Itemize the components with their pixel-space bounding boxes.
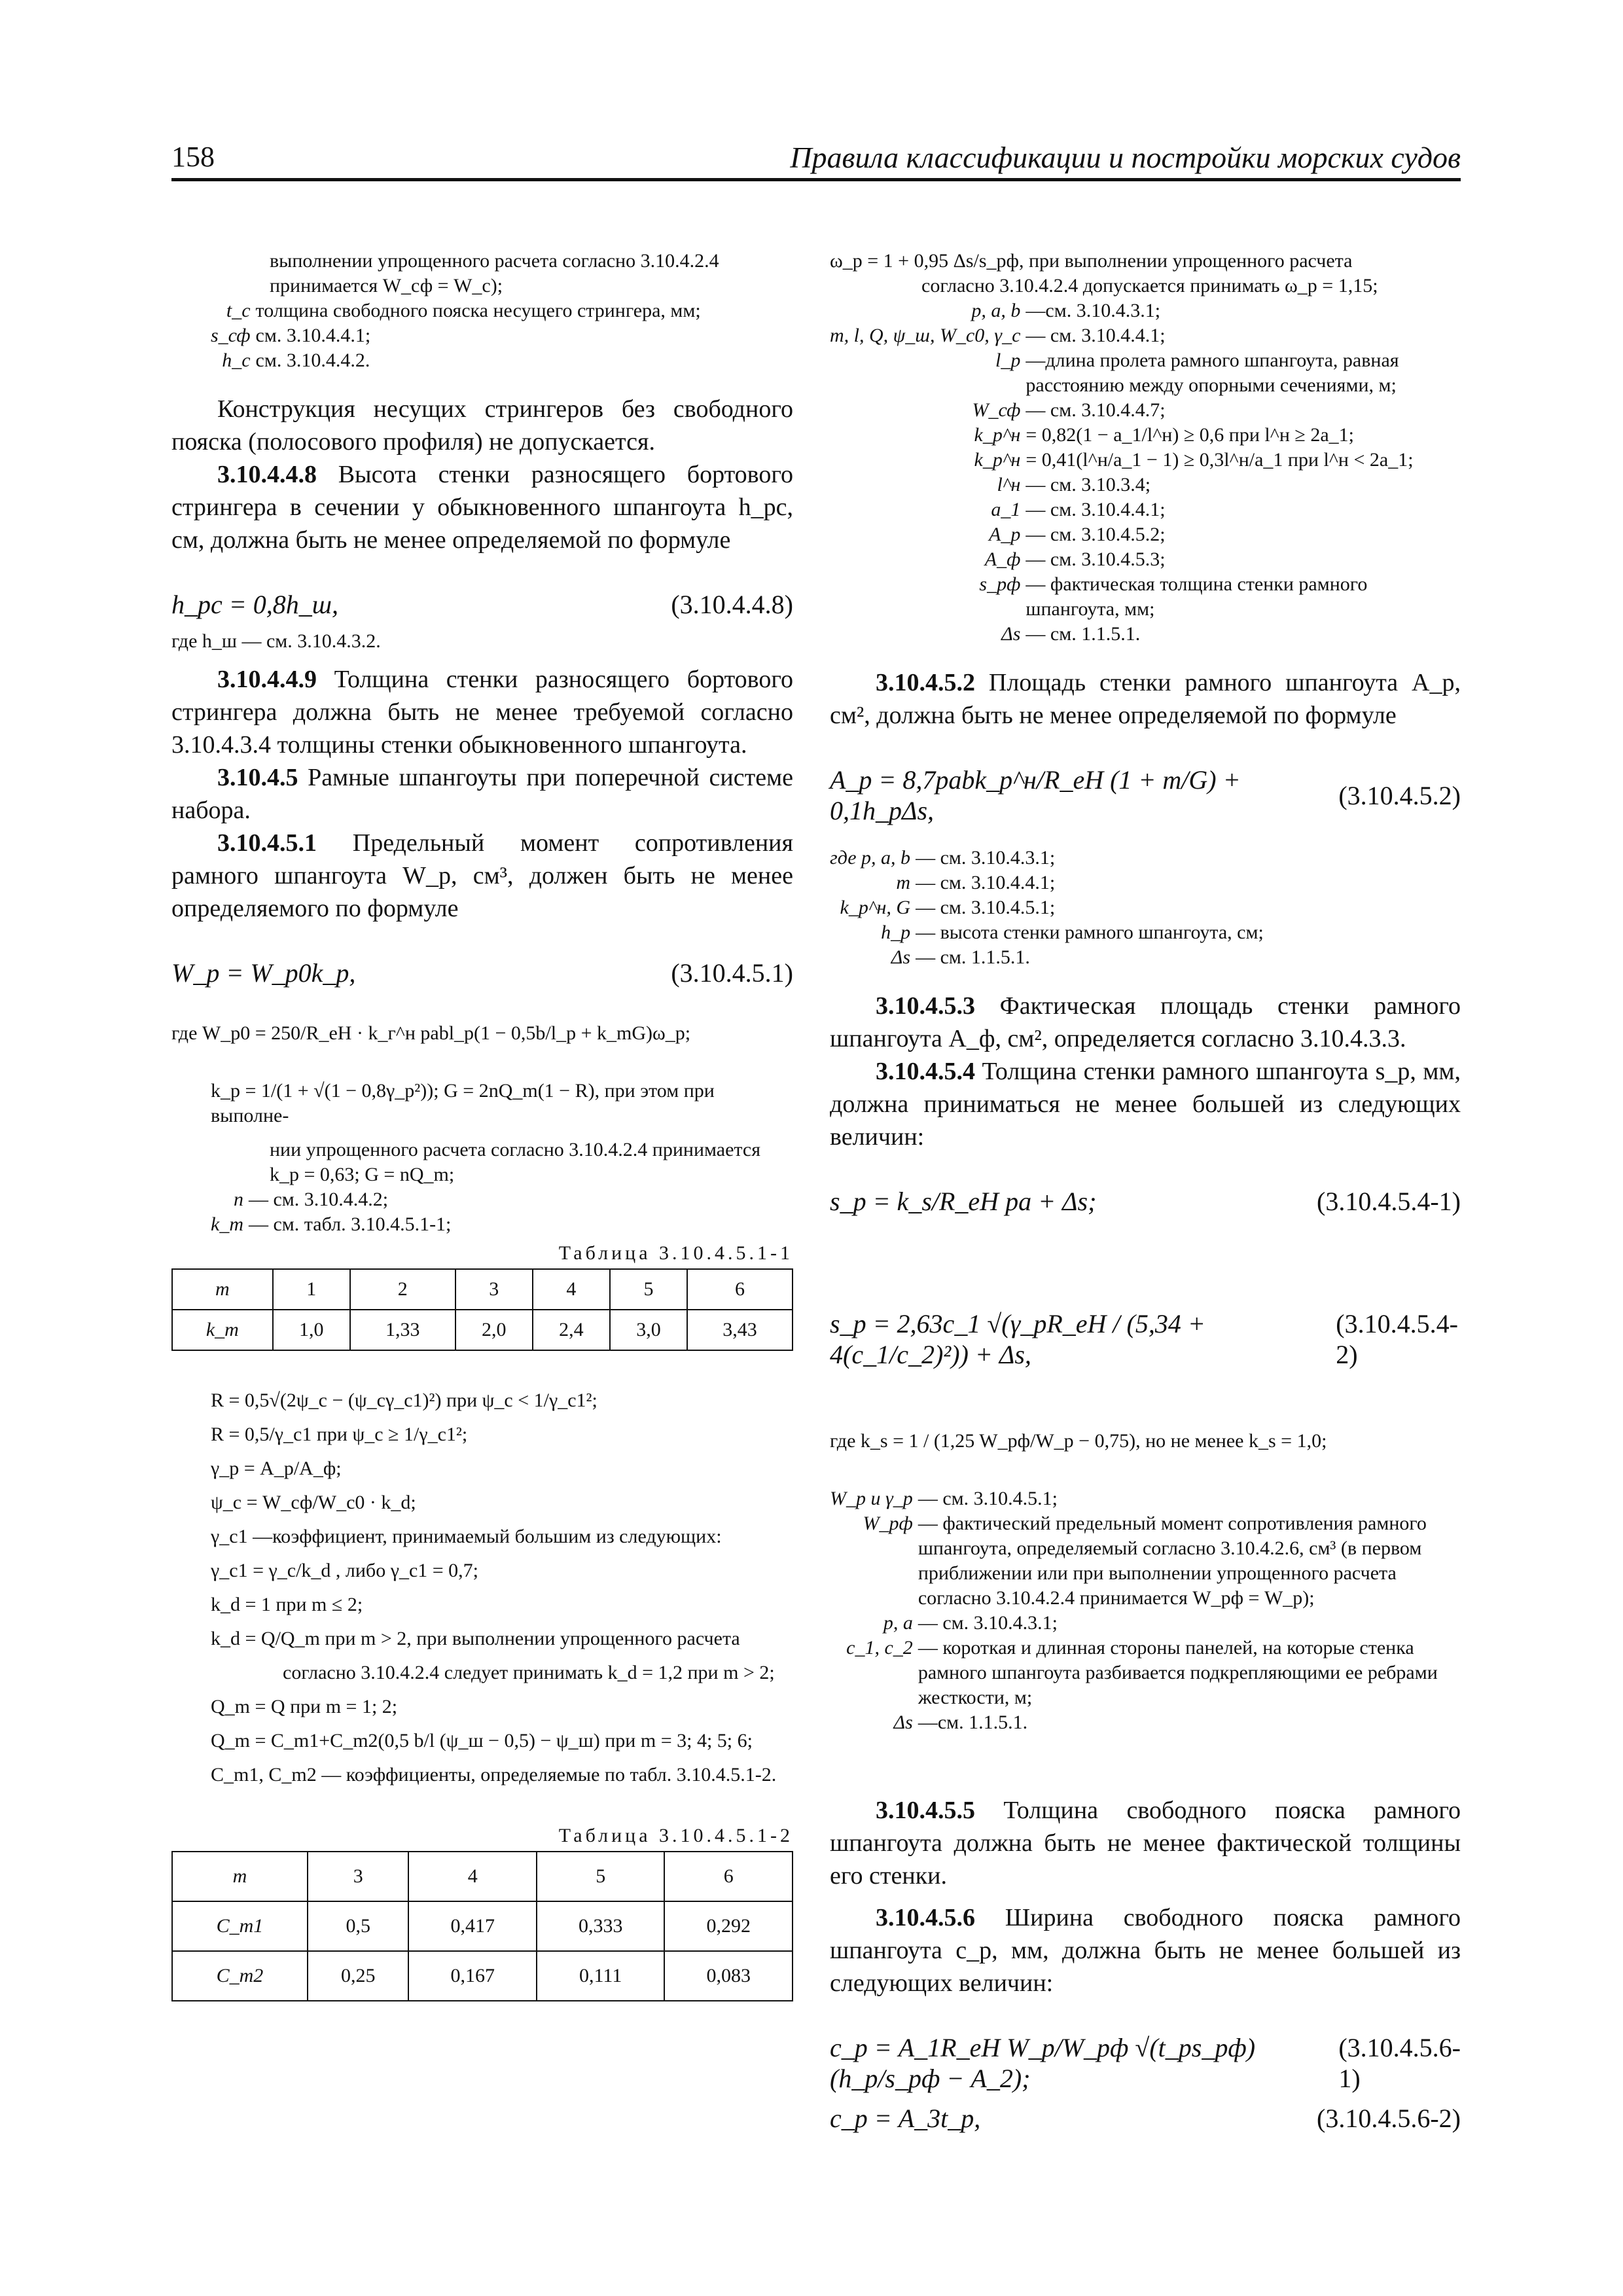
where-hsh: где h_ш — см. 3.10.4.3.2. — [171, 630, 381, 652]
legend-key: h_с — [222, 350, 251, 371]
clause-text: Предельный момент сопротивления рамного шпангоута W_р, см³, должен быть не менее определяемого по формуле — [171, 829, 793, 922]
formula-body: c_р = A_3t_р, — [830, 2104, 981, 2133]
clause-text: Ширина свободного пояска рамного шпангоута c_р, мм, должна быть не менее большей из следующих величин: — [830, 1904, 1461, 1997]
formula-body: c_р = A_1R_eH W_р/W_рф √(t_рs_рф) (h_р/s_рф − A_2); — [830, 2033, 1256, 2093]
legend-key: n — [233, 1189, 243, 1210]
formula-3-10-4-5-4-1 — [830, 1186, 1461, 1217]
clause-number: 3.10.4.5.3 — [876, 992, 975, 1020]
paragraph-3-10-4-4-9 — [171, 663, 793, 761]
clause-number: 3.10.4.5.5 — [876, 1797, 975, 1824]
legend-key: s_сф — [211, 325, 251, 346]
table-cell: 6 — [664, 1852, 793, 1901]
legend-value: — см. 3.10.4.3.1; — [916, 847, 1056, 869]
formula-body: h_рс = 0,8h_ш, — [171, 590, 338, 619]
table-cell: k_m — [172, 1310, 273, 1350]
legend-key: A_р — [989, 524, 1021, 545]
table-cell: m — [172, 1269, 273, 1310]
table-cell: 0,292 — [664, 1901, 793, 1951]
formula-line: R = 0,5√(2ψ_с − (ψ_сγ_с1)²) при ψ_с < 1/γ_с1²; — [211, 1390, 597, 1411]
where-wp0: где W_р0 = 250/R_eH · k_г^н pabl_р(1 − 0,5b/l_р + k_mG)ω_р; — [171, 1022, 691, 1044]
table-cell: 6 — [687, 1269, 793, 1310]
intro-lines — [171, 249, 793, 298]
formula-body: W_р = W_р0k_р, — [171, 958, 356, 988]
paragraph-3-10-4-5-4 — [830, 1055, 1461, 1153]
legend-value: см. 3.10.4.4.1; — [255, 325, 371, 346]
legend-value: = 0,82(1 − a_1/l^н) ≥ 0,6 при l^н ≥ 2a_1; — [1026, 424, 1354, 446]
table-cell: 0,25 — [308, 1951, 408, 2001]
formula-line: C_m1, C_m2 — коэффициенты, определяемые по табл. 3.10.4.5.1-2. — [211, 1764, 777, 1785]
table-cell: C_m1 — [172, 1901, 308, 1951]
formula-body: s_р = k_s/R_eH pa + Δs; — [830, 1187, 1097, 1216]
legend-key: m — [896, 872, 911, 893]
table-cell: 1 — [273, 1269, 350, 1310]
legend-value: — фактический предельный момент сопротивления рамного шпангоута, определяемый согласно 3.10.4.2.6, см³ (в первом приближении или при выполнении упрощенного расчета согласно 3.10.4.2.4 принимается W_рф = W_р); — [918, 1513, 1427, 1609]
legend-key: W_сф — [972, 399, 1021, 421]
legend-key: a_1 — [991, 499, 1021, 520]
legend-key: h_р — [881, 922, 911, 943]
left-column — [171, 249, 793, 2001]
formula-body: A_р = 8,7pabk_р^н/R_eH (1 + m/G) + 0,1h_рΔs, — [830, 765, 1241, 825]
formula-number: (3.10.4.5.6-1) — [1338, 2033, 1461, 2093]
legend-value: — см. 3.10.4.4.1; — [1026, 325, 1166, 346]
clause-number: 3.10.4.4.9 — [217, 666, 317, 693]
formula-line: γ_с1 = γ_с/k_d , либо γ_с1 = 0,7; — [211, 1560, 479, 1581]
legend-key: k_р^н, G — [840, 897, 911, 918]
legend-key: k_р^н — [974, 424, 1021, 446]
clause-text: Толщина свободного пояска рамного шпангоута должна быть не менее фактической толщины его стенки. — [830, 1797, 1461, 1890]
legend-key: l_р — [995, 350, 1021, 371]
legend-key: Δs — [1001, 623, 1021, 645]
table-cell: 1,0 — [273, 1310, 350, 1350]
paragraph-3-10-4-5-1 — [171, 827, 793, 925]
table-cell: 4 — [408, 1852, 537, 1901]
formula-line: γ_р = A_р/A_ф; — [211, 1458, 342, 1479]
legend-area — [830, 846, 1461, 970]
formula-3-10-4-5-6-1 — [830, 2032, 1461, 2094]
legend-value: —см. 1.1.5.1. — [918, 1712, 1028, 1733]
legend-key: t_с — [226, 300, 251, 321]
intro-line: выполнении упрощенного расчета согласно 3.10.4.2.4 — [270, 250, 719, 272]
formula-line: γ_с1 —коэффициент, принимаемый большим из следующих: — [211, 1526, 722, 1547]
table-cell: 2 — [350, 1269, 455, 1310]
formula-number: (3.10.4.5.1) — [671, 958, 793, 988]
formula-line: согласно 3.10.4.2.4 следует принимать k_d = 1,2 при m > 2; — [283, 1662, 775, 1683]
table-caption: Таблица 3.10.4.5.1-2 — [558, 1825, 793, 1846]
paragraph-3-10-4-5-2 — [830, 666, 1461, 732]
table-cell: 4 — [533, 1269, 610, 1310]
table-cell: 0,083 — [664, 1951, 793, 2001]
legend-key: Δs — [891, 946, 911, 968]
paragraph-3-10-4-5-5 — [830, 1794, 1461, 1892]
formula-line: k_d = 1 при m ≤ 2; — [211, 1594, 363, 1615]
legend-value: — см. 3.10.4.4.2; — [248, 1189, 389, 1210]
formula-line: k_d = Q/Q_m при m > 2, при выполнении упрощенного расчета — [211, 1628, 740, 1649]
legend-stringer — [171, 298, 793, 373]
clause-number: 3.10.4.5.1 — [217, 829, 317, 857]
table-row — [172, 1951, 793, 2001]
kp-definition: k_р = 1/(1 + √(1 − 0,8γ_р²)); G = 2nQ_m(1 − R), при этом при выполне- — [211, 1080, 715, 1126]
formula-line: Q_m = C_m1+C_m2(0,5 b/l (ψ_ш − 0,5) − ψ_ш) при m = 3; 4; 5; 6; — [211, 1730, 753, 1751]
legend-value: — фактическая толщина стенки рамного шпангоута, мм; — [1026, 573, 1368, 620]
legend-value: — см. 3.10.3.4; — [1026, 474, 1151, 495]
clause-text: Площадь стенки рамного шпангоута A_р, см², должна быть не менее определяемой по формуле — [830, 669, 1461, 729]
omega-definition: ω_р = 1 + 0,95 Δs/s_рф, при выполнении упрощенного расчета — [830, 250, 1353, 272]
intro-line: принимается W_сф = W_с); — [270, 275, 503, 296]
legend-key: c_1, c_2 — [846, 1637, 913, 1659]
legend-value: — высота стенки рамного шпангоута, см; — [916, 922, 1264, 943]
table-cell: m — [172, 1852, 308, 1901]
legend-value: — см. 1.1.5.1. — [1026, 623, 1141, 645]
paragraph-3-10-4-4-8 — [171, 458, 793, 556]
legend-key: k_р^н — [974, 449, 1021, 471]
legend-value: — см. 1.1.5.1. — [916, 946, 1030, 968]
formula-number: (3.10.4.5.6-2) — [1317, 2104, 1461, 2133]
formula-3-10-4-5-6-2 — [830, 2103, 1461, 2134]
legend-key: s_рф — [979, 573, 1021, 595]
clause-text: Толщина стенки разносящего бортового стрингера должна быть не менее требуемой согласно 3.10.4.3.4 толщины стенки обыкновенного шпангоута. — [171, 666, 793, 759]
table-km — [171, 1268, 793, 1351]
legend-key: где p, a, b — [830, 847, 911, 869]
paragraph-3-10-4-5-3 — [830, 990, 1461, 1055]
table-cell: 0,111 — [537, 1951, 665, 2001]
legend-key: W_рф — [863, 1513, 913, 1534]
legend-key: Δs — [893, 1712, 913, 1733]
legend-value: — короткая и длинная стороны панелей, на которые стенка рамного шпангоута разбивается подкрепляющими ее ребрами жесткости, м; — [918, 1637, 1438, 1708]
legend-value: — см. 3.10.4.5.2; — [1026, 524, 1166, 545]
table-row — [172, 1269, 793, 1310]
legend-key: A_ф — [984, 548, 1021, 570]
formula-3-10-4-5-2 — [830, 764, 1461, 826]
legend-value: —см. 3.10.4.3.1; — [1026, 300, 1161, 321]
formula-line: ψ_с = W_сф/W_с0 · k_d; — [211, 1492, 416, 1513]
legend-frame — [830, 298, 1461, 647]
legend-key: m, l, Q, ψ_ш, W_с0, γ_с — [830, 325, 1021, 346]
table-cell: 0,333 — [537, 1901, 665, 1951]
legend-value: — см. 3.10.4.4.1; — [1026, 499, 1166, 520]
clause-number: 3.10.4.4.8 — [217, 461, 317, 488]
legend-value: — см. 3.10.4.4.1; — [916, 872, 1056, 893]
formula-number: (3.10.4.5.2) — [1338, 780, 1461, 810]
table-cell: 2,0 — [455, 1310, 533, 1350]
legend-value: — см. 3.10.4.5.3; — [1026, 548, 1166, 570]
table-cell: 5 — [537, 1852, 665, 1901]
page-number: 158 — [171, 141, 215, 173]
table-caption: Таблица 3.10.4.5.1-1 — [558, 1242, 793, 1264]
table-cell: 3 — [455, 1269, 533, 1310]
formula-number: (3.10.4.5.4-1) — [1317, 1187, 1461, 1216]
formula-block-r — [171, 1384, 793, 1792]
table-cell: C_m2 — [172, 1951, 308, 2001]
clause-text: Фактическая площадь стенки рамного шпангоута A_ф, см², определяется согласно 3.10.4.3.3. — [830, 992, 1461, 1052]
clause-number: 3.10.4.5.6 — [876, 1904, 975, 1931]
clause-text: Рамные шпангоуты при поперечной системе набора. — [171, 764, 793, 824]
table-cm — [171, 1851, 793, 2001]
table-cell: 1,33 — [350, 1310, 455, 1350]
paragraph-3-10-4-5-6 — [830, 1901, 1461, 2000]
table-cell: 0,167 — [408, 1951, 537, 2001]
legend-n-km — [171, 1187, 793, 1237]
table-cell: 2,4 — [533, 1310, 610, 1350]
legend-key: W_р и γ_р — [830, 1488, 913, 1509]
formula-3-10-4-4-8 — [171, 589, 793, 620]
formula-line: R = 0,5/γ_с1 при ψ_с ≥ 1/γ_с1²; — [211, 1424, 468, 1445]
where-ks: где k_s = 1 / (1,25 W_рф/W_р − 0,75), но не менее k_s = 1,0; — [830, 1430, 1327, 1452]
legend-thickness — [830, 1486, 1461, 1735]
running-title: Правила классификации и постройки морских судов — [790, 141, 1461, 174]
legend-value: = 0,41(l^н/a_1 − 1) ≥ 0,3l^н/a_1 при l^н < 2a_1; — [1026, 449, 1414, 471]
clause-number: 3.10.4.5 — [217, 764, 298, 791]
clause-text: Высота стенки разносящего бортового стрингера в сечении у обыкновенного шпангоута h_рс, см, должна быть не менее определяемой по формуле — [171, 461, 793, 554]
legend-value: — см. табл. 3.10.4.5.1-1; — [248, 1213, 452, 1235]
table-cell: 0,417 — [408, 1901, 537, 1951]
table-cell: 3,43 — [687, 1310, 793, 1350]
paragraph-construction: Конструкция несущих стрингеров без свободного пояска (полосового профиля) не допускается. — [171, 395, 793, 456]
legend-value: —длина пролета рамного шпангоута, равная расстоянию между опорными сечениями, м; — [1026, 350, 1399, 396]
formula-number: (3.10.4.4.8) — [671, 590, 793, 619]
formula-3-10-4-5-4-2 — [830, 1308, 1461, 1370]
table-cell: 5 — [610, 1269, 687, 1310]
formula-number: (3.10.4.5.4-2) — [1336, 1309, 1458, 1369]
legend-key: p, a — [883, 1612, 913, 1634]
table-cell: 3,0 — [610, 1310, 687, 1350]
clause-number: 3.10.4.5.2 — [876, 669, 975, 696]
formula-body: s_р = 2,63c_1 √(γ_рR_eH / (5,34 + 4(c_1/c_2)²)) + Δs, — [830, 1309, 1205, 1369]
omega-definition-cont: согласно 3.10.4.2.4 допускается принимать ω_р = 1,15; — [921, 275, 1378, 296]
paragraph-3-10-4-5 — [171, 761, 793, 827]
table-row — [172, 1901, 793, 1951]
legend-key: k_m — [211, 1213, 243, 1235]
legend-value: — см. 3.10.4.5.1; — [916, 897, 1056, 918]
clause-text: Толщина стенки рамного шпангоута s_р, мм, должна приниматься не менее большей из следующих величин: — [830, 1058, 1461, 1151]
legend-key: l^н — [997, 474, 1021, 495]
right-column — [830, 249, 1461, 2134]
clause-number: 3.10.4.5.4 — [876, 1058, 975, 1085]
legend-value: — см. 3.10.4.4.7; — [1026, 399, 1166, 421]
legend-key: p, a, b — [971, 300, 1021, 321]
legend-value: — см. 3.10.4.5.1; — [918, 1488, 1058, 1509]
formula-3-10-4-5-1 — [171, 958, 793, 988]
legend-value: см. 3.10.4.4.2. — [255, 350, 370, 371]
table-row — [172, 1852, 793, 1901]
legend-value: толщина свободного пояска несущего стрингера, мм; — [255, 300, 701, 321]
legend-value: — см. 3.10.4.3.1; — [918, 1612, 1058, 1634]
table-cell: 3 — [308, 1852, 408, 1901]
table-cell: 0,5 — [308, 1901, 408, 1951]
formula-line: Q_m = Q при m = 1; 2; — [211, 1696, 398, 1717]
header-rule — [171, 178, 1461, 181]
kp-definition-cont: нии упрощенного расчета согласно 3.10.4.2.4 принимается k_р = 0,63; G = nQ_m; — [270, 1139, 760, 1185]
table-row — [172, 1310, 793, 1350]
